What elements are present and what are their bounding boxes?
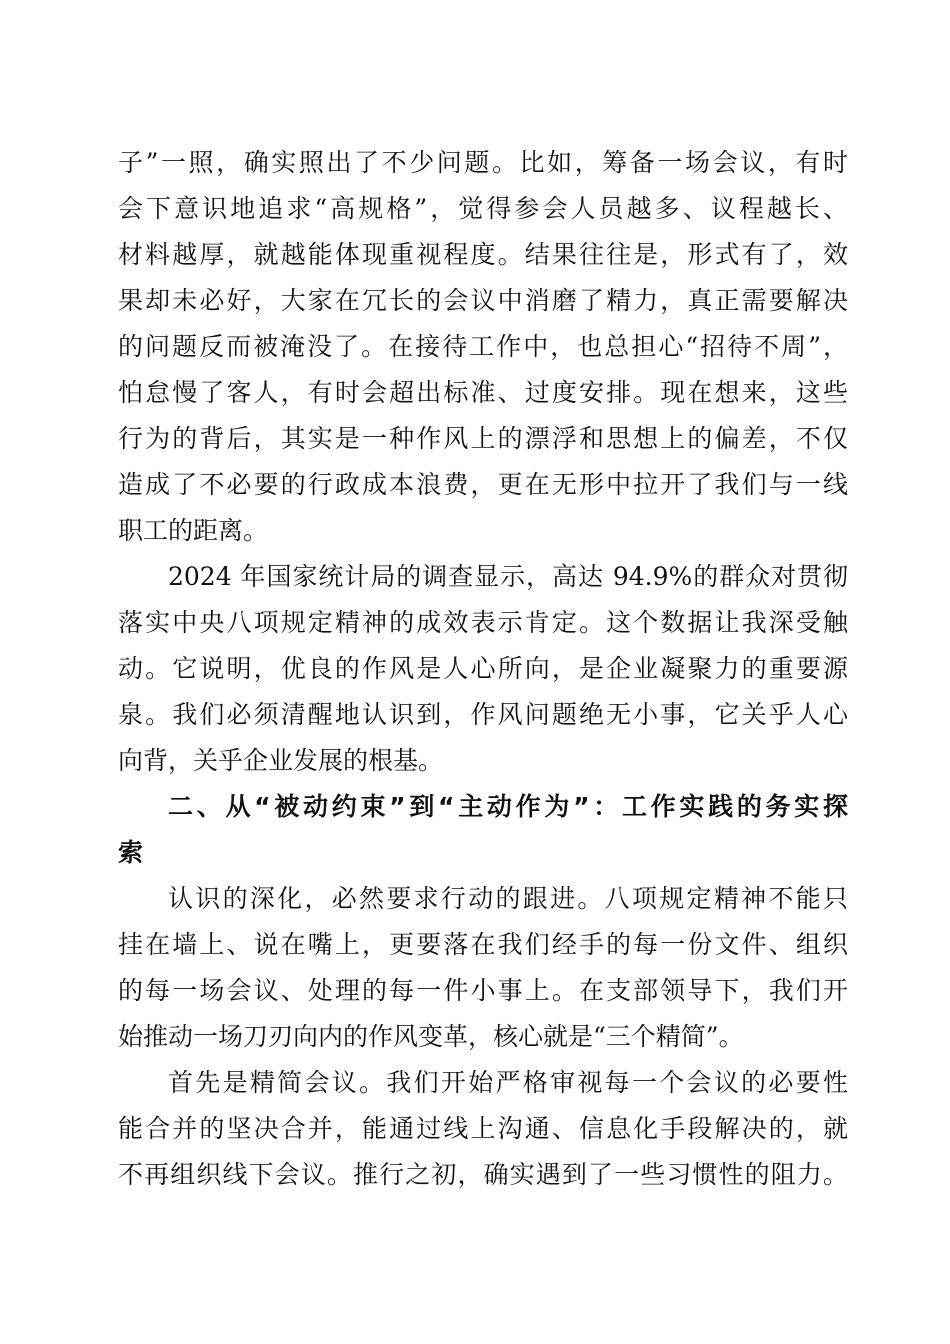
- paragraph-1-line-2: 会下意识地追求“高规格”，觉得参会人员越多、议程越长、: [118, 194, 848, 223]
- paragraph-1-line-5: 的问题反而被淹没了。在接待工作中，也总担心“招待不周”，: [118, 332, 848, 361]
- paragraph-1-line-9: 职工的距离。: [118, 516, 269, 545]
- paragraph-2-line-4: 泉。我们必须清醒地认识到，作风问题绝无小事，它关乎人心: [118, 700, 848, 729]
- paragraph-3-line-2: 挂在墙上、说在嘴上，更要落在我们经手的每一份文件、组织: [118, 930, 848, 959]
- section-heading-line-2: 索: [118, 838, 144, 867]
- paragraph-1-line-3: 材料越厚，就越能体现重视程度。结果往往是，形式有了，效: [118, 240, 848, 269]
- paragraph-4-line-1: 首先是精简会议。我们开始严格审视每一个会议的必要性: [168, 1068, 848, 1097]
- paragraph-2-line-3: 动。它说明，优良的作风是人心所向，是企业凝聚力的重要源: [118, 654, 848, 683]
- paragraph-3-line-4: 始推动一场刀刃向内的作风变革，核心就是“三个精简”。: [118, 1022, 744, 1051]
- paragraph-4-line-3: 不再组织线下会议。推行之初，确实遇到了一些习惯性的阻力。: [118, 1160, 848, 1189]
- paragraph-2-line-5: 向背，关乎企业发展的根基。: [118, 746, 444, 775]
- paragraph-1-line-4: 果却未必好，大家在冗长的会议中消磨了精力，真正需要解决: [118, 286, 848, 315]
- paragraph-3-line-1: 认识的深化，必然要求行动的跟进。八项规定精神不能只: [168, 884, 848, 913]
- section-heading-line-1: 二、从“被动约束”到“主动作为”：工作实践的务实探: [168, 792, 848, 821]
- paragraph-1-line-1: 子”一照，确实照出了不少问题。比如，筹备一场会议，有时: [118, 148, 848, 177]
- paragraph-1-line-7: 行为的背后，其实是一种作风上的漂浮和思想上的偏差，不仅: [118, 424, 848, 453]
- paragraph-2-line-2: 落实中央八项规定精神的成效表示肯定。这个数据让我深受触: [118, 608, 848, 637]
- paragraph-4-line-2: 能合并的坚决合并，能通过线上沟通、信息化手段解决的，就: [118, 1114, 848, 1143]
- paragraph-3-line-3: 的每一场会议、处理的每一件小事上。在支部领导下，我们开: [118, 976, 848, 1005]
- paragraph-1-line-6: 怕怠慢了客人，有时会超出标准、过度安排。现在想来，这些: [118, 378, 848, 407]
- paragraph-2-line-1: 2024 年国家统计局的调查显示，高达 94.9%的群众对贯彻: [168, 562, 848, 591]
- paragraph-1-line-8: 造成了不必要的行政成本浪费，更在无形中拉开了我们与一线: [118, 470, 848, 499]
